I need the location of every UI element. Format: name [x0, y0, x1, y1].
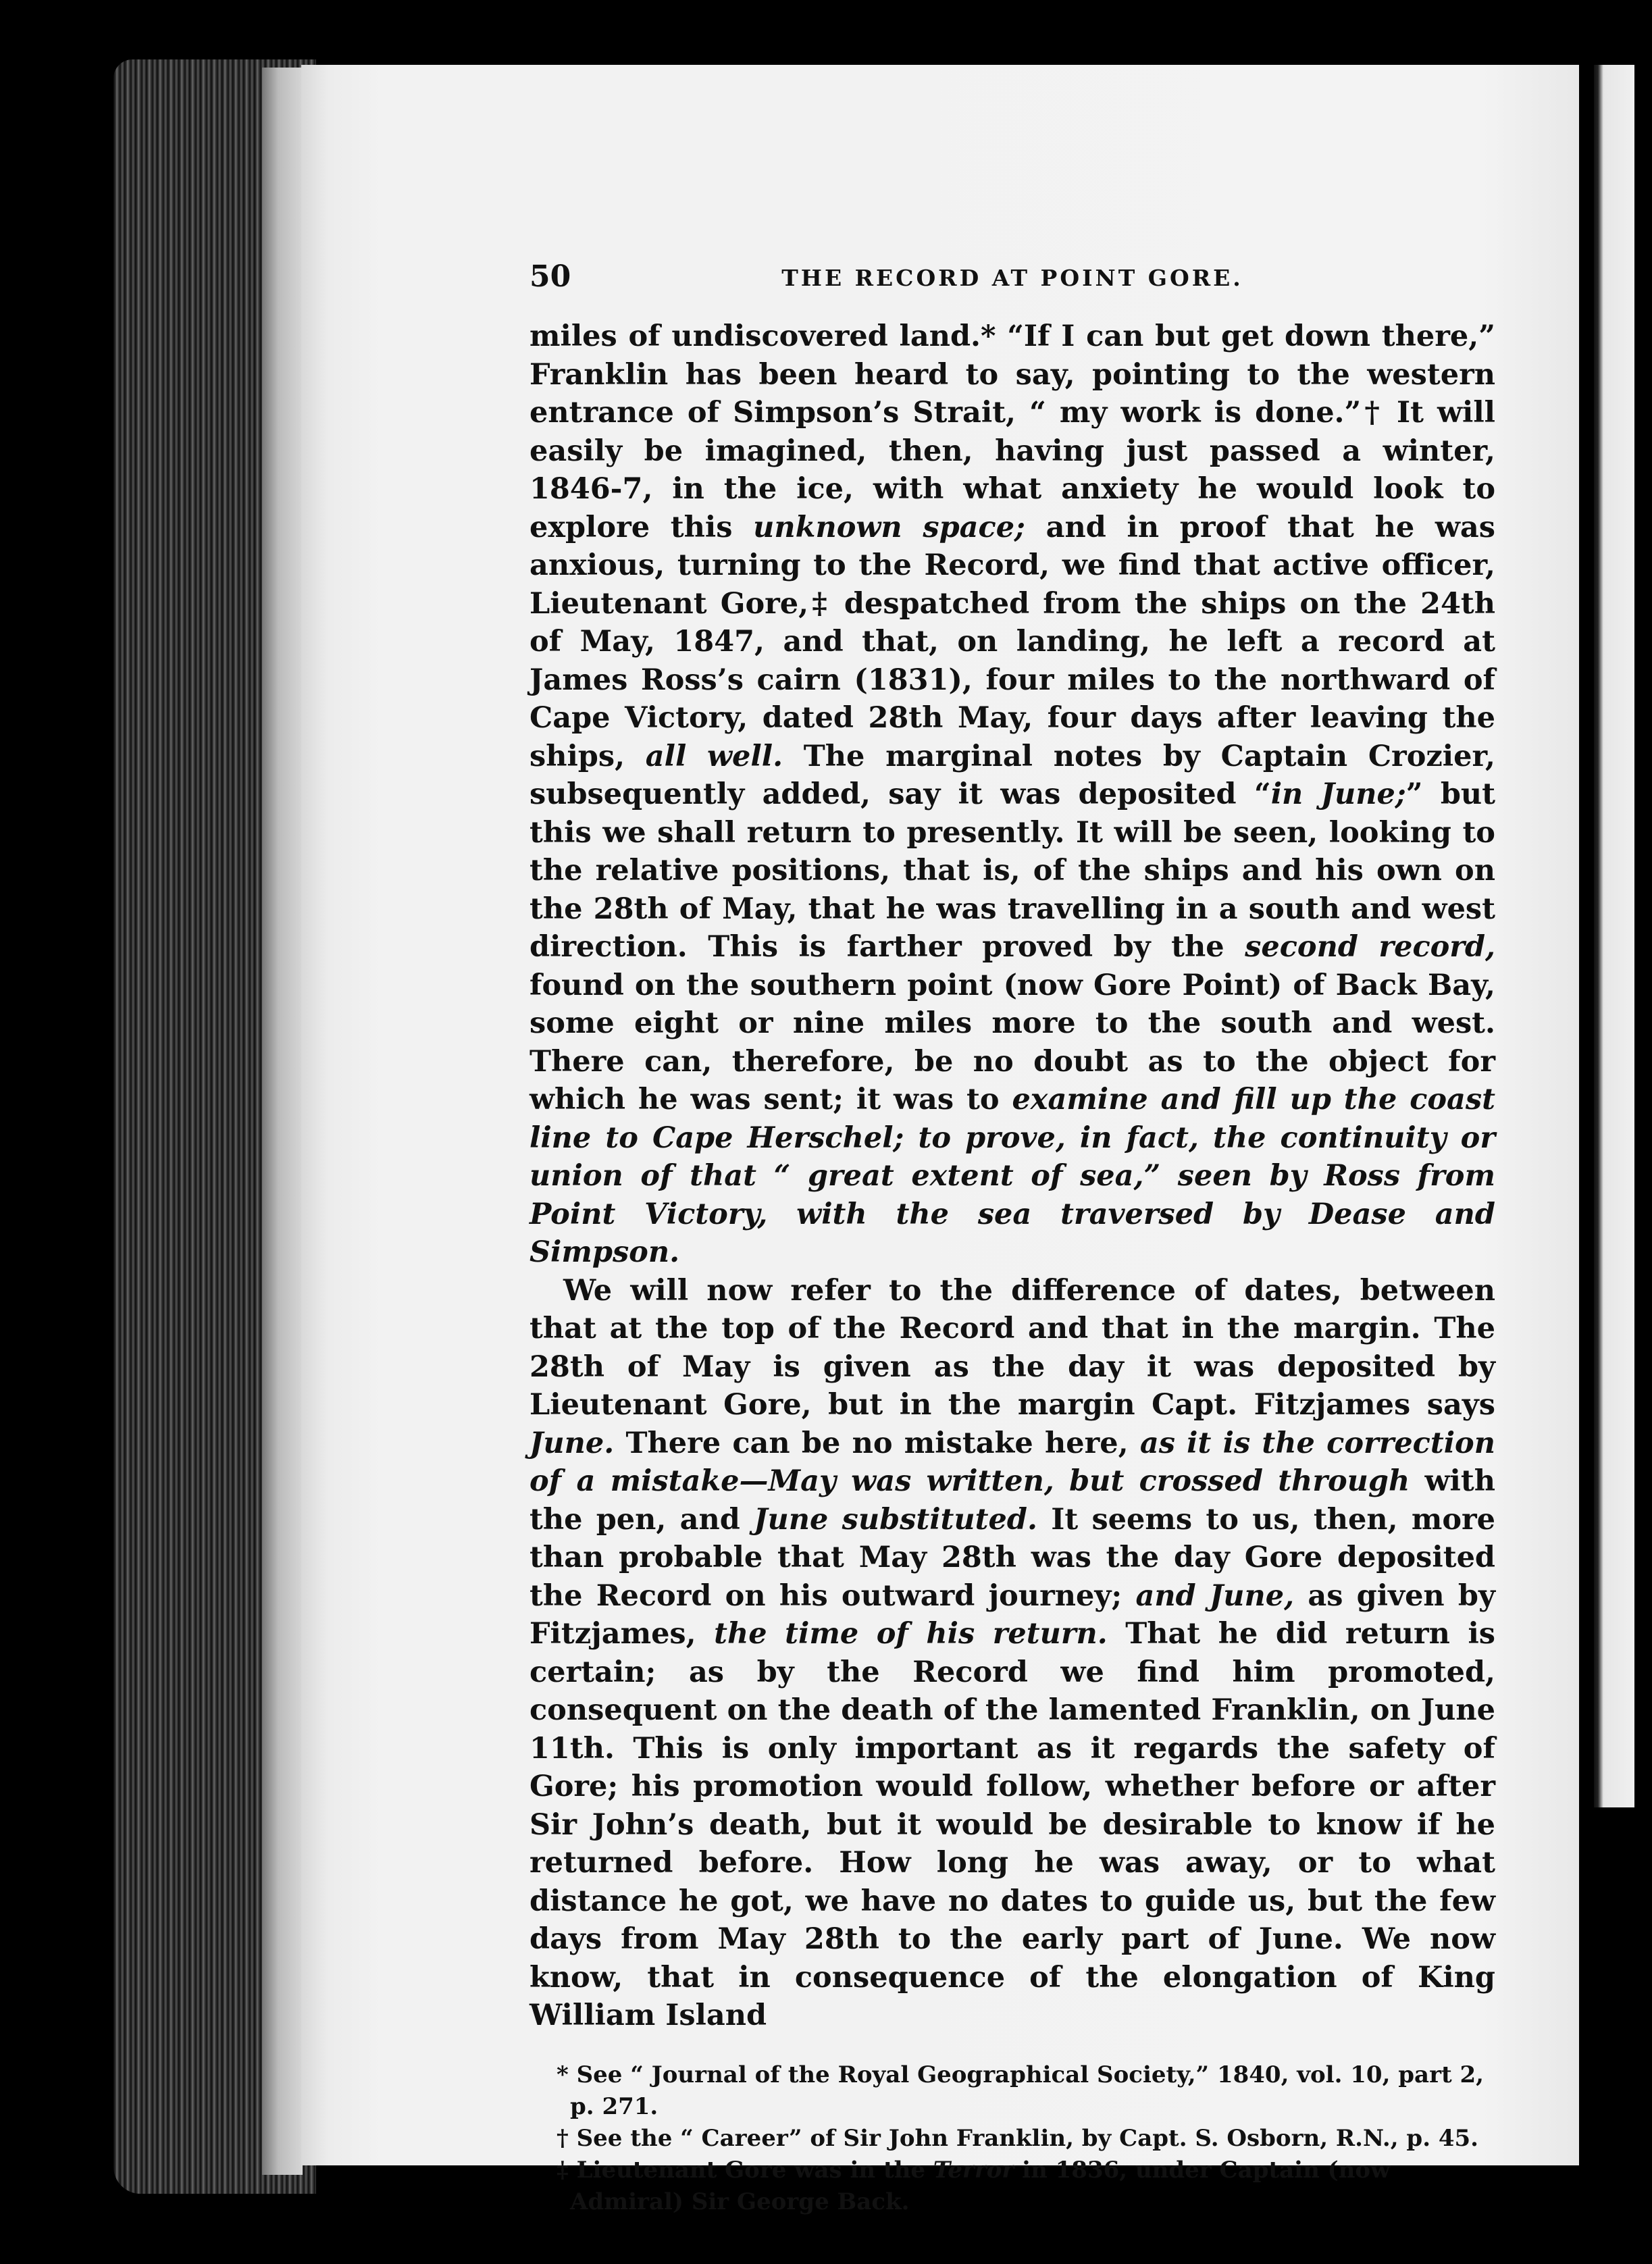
text-run: ” but this we shall return to presently. It will be seen, looking to the relative positions, that is, of the ships and his own on the 28th of May, that he was travelling in a south and west direction. This is farther proved by the: [530, 777, 1496, 964]
page-edge-highlight: [262, 68, 303, 2175]
text-run: † See the “ Career” of Sir John Franklin, by Capt. S. Osborn, R.N., p. 45.: [557, 2124, 1479, 2152]
text-run: That he did return is certain; as by the Record we find him promoted, consequent on the death of the lamented Franklin, on June 11th. This is only important as it regards the safety of Gore; his promotion would follow, whether before or after Sir John’s death, but it would be desirable to know if he returned before. How long he was away, or to what distance he got, we have no dates to guide us, but the few days from May 28th to the early part of June. We now know, that in consequence of the elongation of King William Island: [530, 1617, 1496, 2032]
italic-run: in June;: [1270, 777, 1406, 811]
text-run: There can be no mistake here,: [614, 1426, 1140, 1460]
text-run: It seems to us, then, more than probable that May 28th was the day Gore deposited the Record on his outward journey;: [530, 1502, 1496, 1613]
running-title: THE RECORD AT POINT GORE.: [781, 265, 1243, 291]
italic-run: as it is the correction of a mistake—May was written, but crossed through: [530, 1426, 1495, 1498]
italic-run: all well.: [645, 739, 783, 773]
facing-page-edge: [1594, 65, 1634, 1807]
page-number: 50: [530, 259, 571, 294]
italic-run: Terror: [933, 2156, 1014, 2184]
text-run: found on the southern point (now Gore Point) of Back Bay, some eight or nine miles more to the south and west. There can, therefore, be no doubt as to the object for which he was sent; it was to: [530, 968, 1495, 1116]
text-run: * See “ Journal of the Royal Geographical Society,” 1840, vol. 10, part 2, p. 271.: [557, 2061, 1485, 2120]
footnote-2: [557, 2123, 1495, 2155]
italic-run: second record,: [1245, 930, 1495, 964]
text-run: with the pen, and: [530, 1464, 1495, 1537]
italic-run: examine and fill up the coast line to Cape Herschel; to prove, in fact, the continuity or union of that “ great extent of sea,” seen by Ross from Point Victory, with the sea traversed by Dease and Simpson.: [530, 1083, 1495, 1269]
italic-run: June.: [530, 1426, 615, 1460]
running-head: [530, 259, 1495, 300]
footnotes: [530, 2059, 1495, 2218]
text-run: and in proof that he was anxious, turning to the Record, we find that active officer, Lieutenant Gore,‡ despatched from the ships on the 24th of May, 1847, and that, on landing, he left a record at James Ross’s cairn (1831), four miles to the northward of Cape Victory, dated 28th May, four days after leaving the ships,: [530, 510, 1495, 773]
italic-run: the time of his return.: [714, 1617, 1108, 1651]
italic-run: unknown space;: [753, 510, 1025, 544]
body-paragraph-1: [530, 317, 1495, 1272]
text-run: The marginal notes by Captain Crozier, subsequently added, say it was deposited “: [530, 739, 1495, 811]
footnote-3: [557, 2155, 1495, 2218]
italic-run: June substituted.: [754, 1502, 1037, 1537]
text-run: as given by Fitzjames,: [530, 1578, 1495, 1651]
text-run: in 1836, under Captain (now Admiral) Sir George Back.: [570, 2156, 1391, 2215]
footnote-1: [557, 2059, 1495, 2123]
italic-run: and June,: [1135, 1578, 1295, 1613]
text-run: miles of undiscovered land.* “If I can but get down there,” Franklin has been heard to say, pointing to the western entrance of Simpson’s Strait, “ my work is done.”† It will easily be imagined, then, having just passed a winter, 1846-7, in the ice, with what anxiety he would look to explore this: [530, 319, 1495, 544]
text-run: ‡ Lieutenant Gore was in the: [557, 2156, 933, 2184]
text-run: We will now refer to the difference of dates, between that at the top of the Record and that in the margin. The 28th of May is given as the day it was deposited by Lieutenant Gore, but in the margin Capt. Fitzjames says: [530, 1273, 1495, 1422]
body-paragraph-2: [530, 1272, 1495, 2035]
page-text-block: [530, 259, 1495, 2218]
